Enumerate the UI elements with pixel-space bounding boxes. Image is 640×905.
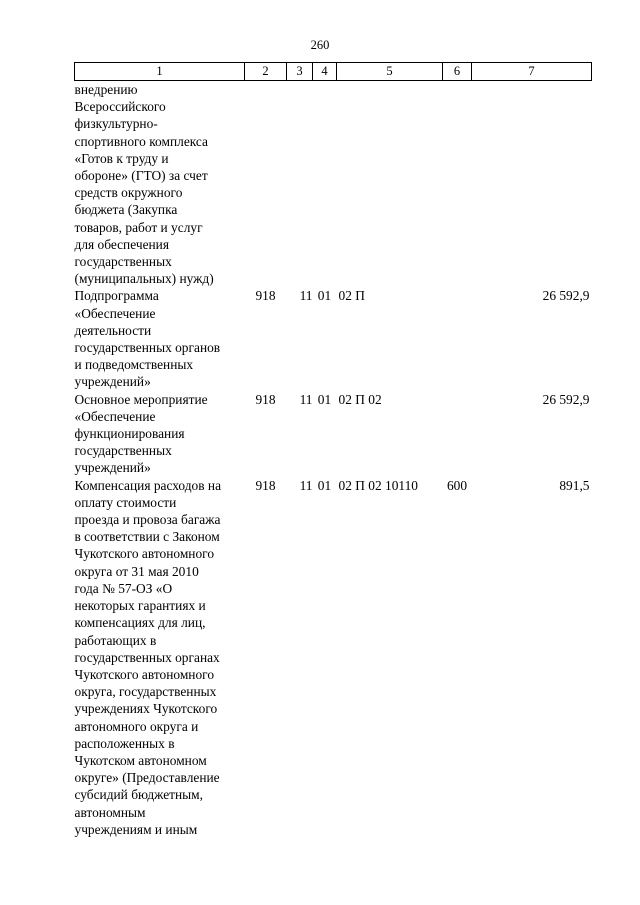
grbs-code: [245, 81, 287, 288]
column-header: 1: [75, 63, 245, 81]
column-header: 4: [313, 63, 337, 81]
item-name: Основное мероприятие «Обеспечение функционирования государственных учреждений»: [74, 391, 208, 476]
amount: 26 592,9: [542, 391, 590, 407]
column-header: 3: [287, 63, 313, 81]
grbs-code: 918: [255, 391, 276, 407]
item-name: Компенсация расходов на оплату стоимости проезда и провоза багажа в соответствии с Законом Чукотского автономного округа от 31 мая 2010 года № 57-ОЗ «О некоторых гарантиях и компенсациях для лиц, работающих в государственных органах Чукотского автономного округа, государственных учреждениях Чукотского автономного округа и расположенных в Чукотском автономном округе» (Предоставление субсидий бюджетным, автономным учреждениям и иным: [74, 477, 222, 837]
section-code: 11: [299, 288, 313, 304]
column-header: 6: [443, 63, 472, 81]
table-row: [75, 477, 592, 838]
subsection-code: 01: [317, 288, 332, 304]
expense-type-code: 600: [446, 477, 468, 493]
expense-type-code: [443, 81, 472, 288]
budget-table: [74, 62, 592, 838]
section-code: 11: [299, 391, 313, 407]
expense-type-code: [443, 287, 472, 390]
amount: [472, 81, 592, 288]
section-code: 11: [299, 477, 313, 493]
subsection-code: 01: [317, 391, 332, 407]
page-number: 260: [310, 38, 330, 52]
grbs-code: 918: [255, 288, 276, 304]
item-name: внедрению Всероссийского физкультурно- спортивного комплекса «Готов к труду и обороне» (ГТО) за счет средств окружного бюджета (Закупка товаров, работ и услуг для обеспечения государственных (муниципальных) нужд): [74, 82, 214, 287]
table-row: [75, 391, 592, 477]
item-name: Подпрограмма «Обеспечение деятельности государственных органов и подведомственных учреждений»: [74, 288, 221, 390]
target-article-code: 02 П 02 10110: [338, 477, 418, 493]
column-header: 7: [472, 63, 592, 81]
expense-type-code: [443, 391, 472, 477]
subsection-code: [313, 81, 337, 288]
table-row: [75, 81, 592, 288]
amount: 891,5: [559, 477, 590, 493]
target-article-code: [337, 81, 443, 288]
grbs-code: 918: [255, 477, 276, 493]
target-article-code: 02 П: [338, 288, 365, 304]
subsection-code: 01: [317, 477, 332, 493]
section-code: [287, 81, 313, 288]
column-header: 2: [245, 63, 287, 81]
table-header-row: [75, 63, 592, 81]
column-header: 5: [337, 63, 443, 81]
table-row: [75, 287, 592, 390]
amount: 26 592,9: [542, 288, 590, 304]
target-article-code: 02 П 02: [338, 391, 382, 407]
